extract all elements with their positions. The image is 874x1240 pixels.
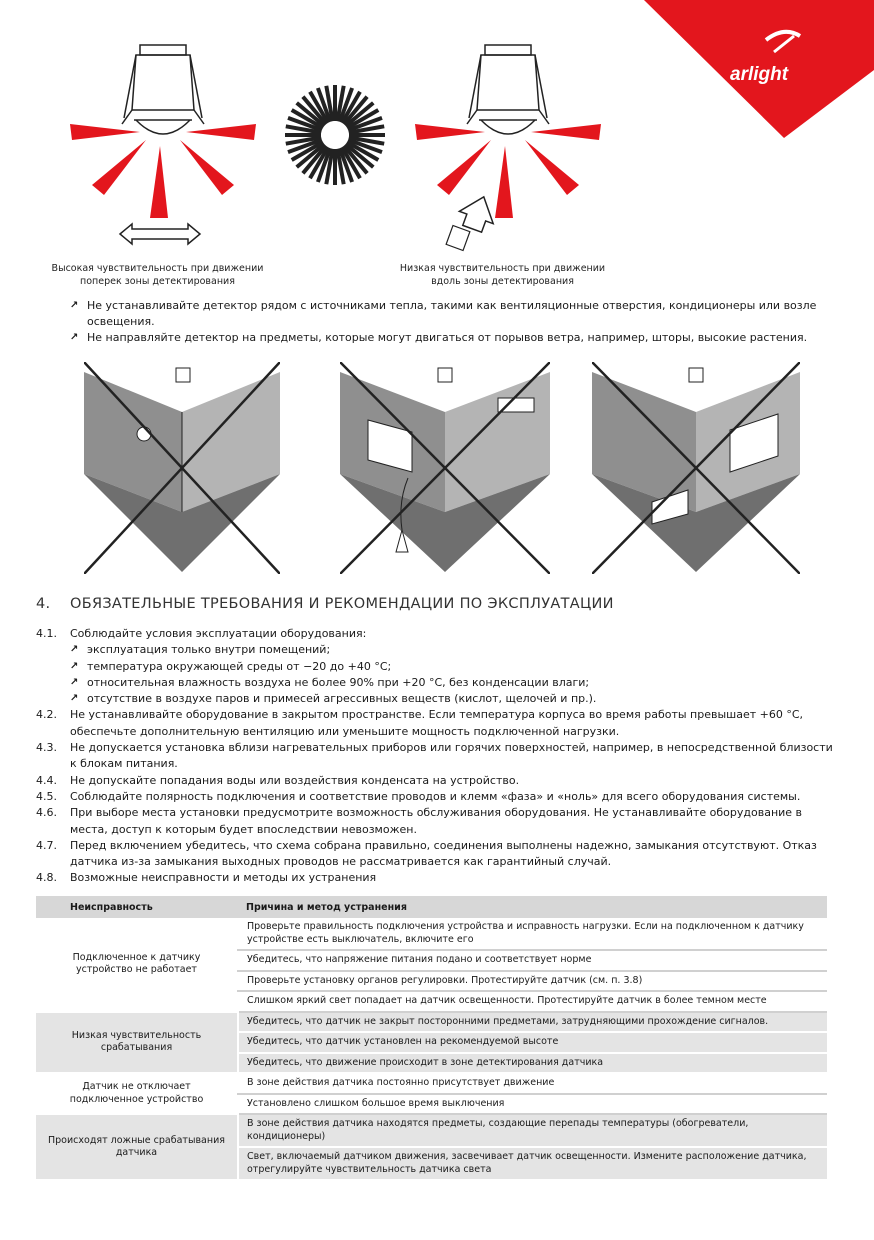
list-item bbox=[36, 789, 836, 805]
sub-item bbox=[36, 642, 836, 658]
room-heat-lamp-illustration bbox=[84, 362, 280, 574]
item-text: Соблюдайте условия эксплуатации оборудования: bbox=[70, 627, 367, 640]
cross-motion-caption bbox=[40, 262, 275, 288]
along-motion-caption bbox=[385, 262, 620, 288]
list-item bbox=[36, 773, 836, 789]
sub-item bbox=[36, 675, 836, 691]
item-text: При выборе места установки предусмотрите возможность обслуживания оборудования. Не устанавливайте оборудование в места, доступ к которым будет впоследствии невозможен. bbox=[70, 806, 803, 836]
caption-line: поперек зоны детектирования bbox=[80, 276, 235, 287]
list-item bbox=[36, 838, 836, 871]
cause-cell: Убедитесь, что датчик установлен на рекомендуемой высоте bbox=[238, 1032, 827, 1053]
item-number: 4.6. bbox=[36, 806, 57, 820]
fault-cell: Датчик не отключает подключенное устройство bbox=[36, 1073, 238, 1114]
item-text: Перед включением убедитесь, что схема собрана правильно, соединения выполнены надежно, замыкания отсутствуют. Отказ датчика из-за замыкания выходных проводов не рассматривается как гарантийный случай. bbox=[70, 838, 817, 869]
list-item bbox=[36, 707, 836, 740]
item-text: Соблюдайте полярность подключения и соответствие проводов и клемм «фаза» и «ноль» для всего оборудования системы. bbox=[70, 789, 801, 803]
item-number: 4.8. bbox=[36, 871, 57, 885]
sub-item-text: температура окружающей среды от −20 до +40 °C; bbox=[87, 659, 392, 673]
item-text: Не допускается установка вблизи нагревательных приборов или горячих поверхностей, например, в непосредственной близости к блокам питания. bbox=[70, 741, 833, 771]
warning-text: Не направляйте детектор на предметы, которые могут двигаться от порывов ветра, например, шторы, высокие растения. bbox=[87, 331, 808, 344]
table-row bbox=[36, 918, 827, 950]
item-number: 4.3. bbox=[36, 741, 57, 755]
room-heater-window-illustration bbox=[592, 362, 800, 574]
table-row bbox=[36, 1012, 827, 1033]
fault-cell: Подключенное к датчику устройство не работает bbox=[36, 918, 238, 1012]
item-text: Не допускайте попадания воды или воздействия конденсата на устройство. bbox=[70, 773, 520, 787]
warning-list bbox=[70, 298, 840, 346]
arrow-icon: ↗ bbox=[70, 300, 79, 311]
table-header-row bbox=[36, 896, 827, 918]
item-number: 4.1. bbox=[36, 627, 57, 640]
column-header-cause: Причина и метод устранения bbox=[238, 896, 827, 918]
cause-cell: Убедитесь, что датчик не закрыт посторонними предметами, затрудняющими прохождение сигналов. bbox=[238, 1012, 827, 1033]
cause-cell: Проверьте правильность подключения устройства и исправность нагрузки. Если на подключенном к датчику устройстве есть выключатель, включите его bbox=[238, 918, 827, 950]
arrow-icon: ↗ bbox=[70, 676, 79, 688]
cause-cell: Убедитесь, что движение происходит в зоне детектирования датчика bbox=[238, 1053, 827, 1074]
cause-cell: Установлено слишком большое время выключения bbox=[238, 1094, 827, 1115]
arrow-icon: ↗ bbox=[70, 660, 79, 672]
table-row bbox=[36, 1073, 827, 1094]
fault-cell: Происходят ложные срабатывания датчика bbox=[36, 1114, 238, 1180]
arrow-icon: ↗ bbox=[70, 644, 79, 656]
logo-text: arlight bbox=[730, 64, 789, 85]
item-number: 4.2. bbox=[36, 708, 57, 722]
sub-item bbox=[36, 659, 836, 675]
warning-item bbox=[70, 330, 840, 346]
list-item bbox=[36, 740, 836, 773]
room-vent-plant-illustration bbox=[340, 362, 550, 574]
sub-item-text: эксплуатация только внутри помещений; bbox=[87, 643, 331, 657]
arrow-icon: ↗ bbox=[70, 332, 79, 343]
list-item bbox=[36, 805, 836, 838]
list-item bbox=[36, 870, 836, 886]
sub-item-text: относительная влажность воздуха не более 90% при +20 °C, без конденсации влаги; bbox=[87, 675, 590, 689]
item-number: 4.5. bbox=[36, 789, 57, 803]
item-text: Не устанавливайте оборудование в закрытом пространстве. Если температура корпуса во время работы превышает +60 °C, обеспечьте дополнительную вентиляцию или уменьшите мощность подключенной нагрузки. bbox=[70, 708, 804, 738]
table-row bbox=[36, 1114, 827, 1147]
along-motion-diagram bbox=[405, 40, 605, 260]
cause-cell: Свет, включаемый датчиком движения, засвечивает датчик освещенности. Измените расположение датчика, отрегулируйте чувствительность датчика света bbox=[238, 1147, 827, 1180]
warning-text: Не устанавливайте детектор рядом с источниками тепла, такими как вентиляционные отверстия, кондиционеры или возле освещения. bbox=[87, 299, 817, 328]
item-number: 4.7. bbox=[36, 838, 57, 852]
item-text: Возможные неисправности и методы их устранения bbox=[70, 871, 377, 885]
arrow-icon: ↗ bbox=[70, 693, 79, 705]
sub-item-text: отсутствие в воздухе паров и примесей агрессивных веществ (кислот, щелочей и пр.). bbox=[87, 692, 597, 706]
fault-cell: Низкая чувствительность срабатывания bbox=[36, 1012, 238, 1074]
caption-line: Низкая чувствительность при движении bbox=[399, 263, 606, 274]
cause-cell: В зоне действия датчика постоянно присутствует движение bbox=[238, 1073, 827, 1094]
list-item bbox=[36, 626, 836, 642]
caption-line: вдоль зоны детектирования bbox=[431, 276, 574, 287]
cause-cell: В зоне действия датчика находятся предметы, создающие перепады температуры (обогреватели, кондиционеры) bbox=[238, 1114, 827, 1147]
sub-item bbox=[36, 691, 836, 707]
caption-line: Высокая чувствительность при движении bbox=[51, 263, 264, 274]
cross-motion-diagram bbox=[60, 40, 260, 260]
item-number: 4.4. bbox=[36, 773, 57, 787]
column-header-fault: Неисправность bbox=[36, 896, 238, 918]
section-number: 4. bbox=[36, 596, 51, 612]
troubleshooting-table bbox=[36, 896, 827, 1181]
cause-cell: Проверьте установку органов регулировки. Протестируйте датчик (см. п. 3.8) bbox=[238, 971, 827, 992]
warning-item bbox=[70, 298, 840, 330]
requirements-list bbox=[36, 626, 836, 887]
cause-cell: Слишком яркий свет попадает на датчик освещенности. Протестируйте датчик в более темном месте bbox=[238, 991, 827, 1012]
section-title bbox=[36, 596, 614, 612]
starburst-icon bbox=[282, 82, 388, 188]
section-heading: ОБЯЗАТЕЛЬНЫЕ ТРЕБОВАНИЯ И РЕКОМЕНДАЦИИ ПО ЭКСПЛУАТАЦИИ bbox=[70, 596, 614, 612]
brand-corner bbox=[594, 0, 874, 140]
cause-cell: Убедитесь, что напряжение питания подано и соответствует норме bbox=[238, 950, 827, 971]
